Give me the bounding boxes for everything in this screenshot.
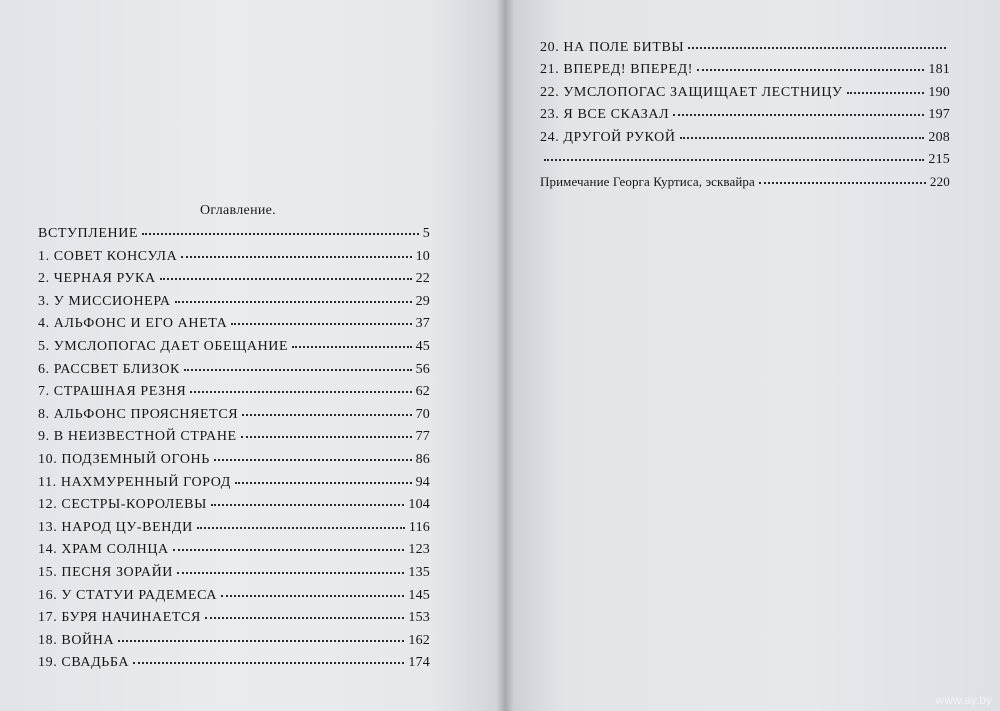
toc-entry-page: 104 <box>408 497 430 513</box>
toc-entry-page: 77 <box>415 429 430 445</box>
toc-entry <box>540 40 950 62</box>
dot-leader <box>847 88 925 94</box>
toc-entry-page: 162 <box>408 632 430 648</box>
toc-entry-title: 19. СВАДЬБА <box>38 655 130 671</box>
toc-entry-title: 21. ВПЕРЕД! ВПЕРЕД! <box>540 62 693 78</box>
toc-entry-title: 15. ПЕСНЯ ЗОРАЙИ <box>38 564 173 580</box>
toc-entry <box>38 429 430 452</box>
toc-entry-page: 22 <box>415 271 430 287</box>
toc-entry-page: 45 <box>415 338 430 354</box>
toc-entry-title: 8. АЛЬФОНС ПРОЯСНЯЕТСЯ <box>38 406 239 422</box>
toc-entry <box>38 362 430 385</box>
toc-entry-title: 18. ВОЙНА <box>38 632 115 648</box>
toc-entry-page: 123 <box>408 542 430 558</box>
toc-entry-page: 62 <box>415 384 430 400</box>
toc-entry-title: ВСТУПЛЕНИЕ <box>38 226 139 241</box>
toc-entry-title: 22. УМСЛОПОГАС ЗАЩИЩАЕТ ЛЕСТНИЦУ <box>540 84 843 100</box>
toc-entry-page: 116 <box>408 519 430 535</box>
dot-leader <box>197 523 405 529</box>
toc-entry <box>38 633 430 656</box>
toc-entry <box>38 294 430 317</box>
toc-entry <box>540 85 950 107</box>
toc-entry-title: Примечание Георга Куртиса, эсквайра <box>540 174 755 190</box>
toc-entry <box>38 249 430 272</box>
dot-leader <box>235 478 412 484</box>
toc-list-left <box>38 226 430 678</box>
toc-entry-page: 153 <box>408 610 430 626</box>
toc-entry-page: 86 <box>415 451 430 467</box>
dot-leader <box>241 432 412 438</box>
toc-entry-title: 10. ПОДЗЕМНЫЙ ОГОНЬ <box>38 451 210 467</box>
toc-entry <box>38 610 430 633</box>
toc-entry-page: 56 <box>415 361 430 377</box>
dot-leader <box>544 155 924 161</box>
toc-entry-title: 12. СЕСТРЫ-КОРОЛЕВЫ <box>38 497 207 513</box>
toc-entry <box>540 152 950 174</box>
dot-leader <box>175 297 412 303</box>
toc-entry-title: 20. НА ПОЛЕ БИТВЫ <box>540 40 685 55</box>
toc-entry-title: 1. СОВЕТ КОНСУЛА <box>38 248 178 264</box>
toc-entry-page: 29 <box>415 293 430 309</box>
toc-entry-title: 17. БУРЯ НАЧИНАЕТСЯ <box>38 610 201 626</box>
dot-leader <box>181 252 411 258</box>
dot-leader <box>680 133 925 139</box>
toc-entry-title: 2. ЧЕРНАЯ РУКА <box>38 271 156 287</box>
toc-entry-title: 23. Я ВСЕ СКАЗАЛ <box>540 107 670 123</box>
toc-entry-page: 37 <box>415 316 430 332</box>
toc-entry <box>540 107 950 129</box>
dot-leader <box>184 365 412 371</box>
toc-list-right <box>540 40 950 197</box>
toc-entry-title: 7. СТРАШНАЯ РЕЗНЯ <box>38 384 187 400</box>
toc-entry <box>38 497 430 520</box>
toc-entry <box>38 542 430 565</box>
dot-leader <box>231 319 411 325</box>
toc-entry <box>38 588 430 611</box>
toc-entry <box>38 226 430 249</box>
dot-leader <box>211 500 404 506</box>
toc-entry <box>38 407 430 430</box>
toc-entry <box>38 316 430 339</box>
toc-entry-page: 215 <box>928 151 950 167</box>
dot-leader <box>242 410 411 416</box>
toc-entry-page: 70 <box>415 406 430 422</box>
toc-entry-title: 6. РАССВЕТ БЛИЗОК <box>38 361 180 377</box>
toc-entry-page: 135 <box>408 564 430 580</box>
toc-entry-note <box>540 174 950 196</box>
toc-entry-title: 4. АЛЬФОНС И ЕГО АНЕТА <box>38 316 228 332</box>
toc-entry <box>38 339 430 362</box>
toc-entry-title: 13. НАРОД ЦУ-ВЕНДИ <box>38 519 193 535</box>
toc-entry-page: 220 <box>929 174 950 190</box>
toc-entry <box>38 475 430 498</box>
dot-leader <box>697 65 924 71</box>
toc-entry <box>38 271 430 294</box>
dot-leader <box>160 274 412 280</box>
toc-entry-title: 11. НАХМУРЕННЫЙ ГОРОД <box>38 474 231 490</box>
toc-entry <box>38 452 430 475</box>
site-watermark: www.ay.by <box>935 693 992 707</box>
dot-leader <box>759 178 926 184</box>
toc-entry-title: 3. У МИССИОНЕРА <box>38 293 171 309</box>
toc-entry-page: 190 <box>928 84 950 100</box>
toc-entry-title: 16. У СТАТУИ РАДЕМЕСА <box>38 587 218 603</box>
toc-entry-title: 9. В НЕИЗВЕСТНОЙ СТРАНЕ <box>38 429 237 445</box>
toc-entry-page: 10 <box>415 248 430 264</box>
dot-leader <box>177 568 404 574</box>
dot-leader <box>214 455 412 461</box>
dot-leader <box>190 387 411 393</box>
toc-entry <box>38 384 430 407</box>
toc-entry-page: 197 <box>928 107 950 123</box>
toc-entry-title: 14. ХРАМ СОЛНЦА <box>38 542 169 558</box>
dot-leader <box>133 658 404 664</box>
book-gutter <box>496 0 514 711</box>
toc-entry-page: 181 <box>928 62 950 78</box>
dot-leader <box>142 229 419 235</box>
toc-entry-page: 208 <box>928 129 950 145</box>
toc-entry <box>38 565 430 588</box>
dot-leader <box>221 591 404 597</box>
dot-leader <box>205 613 404 619</box>
toc-entry <box>38 520 430 543</box>
dot-leader <box>688 43 946 49</box>
toc-entry <box>38 655 430 678</box>
dot-leader <box>173 545 405 551</box>
toc-entry-page: 174 <box>408 655 430 671</box>
toc-entry-page: 5 <box>422 226 430 241</box>
dot-leader <box>118 636 404 642</box>
toc-entry-page: 94 <box>415 474 430 490</box>
toc-entry-title: 24. ДРУГОЙ РУКОЙ <box>540 129 676 145</box>
toc-entry-page: 145 <box>408 587 430 603</box>
toc-entry-title: 5. УМСЛОПОГАС ДАЕТ ОБЕЩАНИЕ <box>38 338 289 354</box>
toc-entry <box>540 62 950 84</box>
dot-leader <box>292 342 411 348</box>
toc-entry <box>540 130 950 152</box>
dot-leader <box>673 110 924 116</box>
toc-title: Оглавление. <box>200 203 276 218</box>
